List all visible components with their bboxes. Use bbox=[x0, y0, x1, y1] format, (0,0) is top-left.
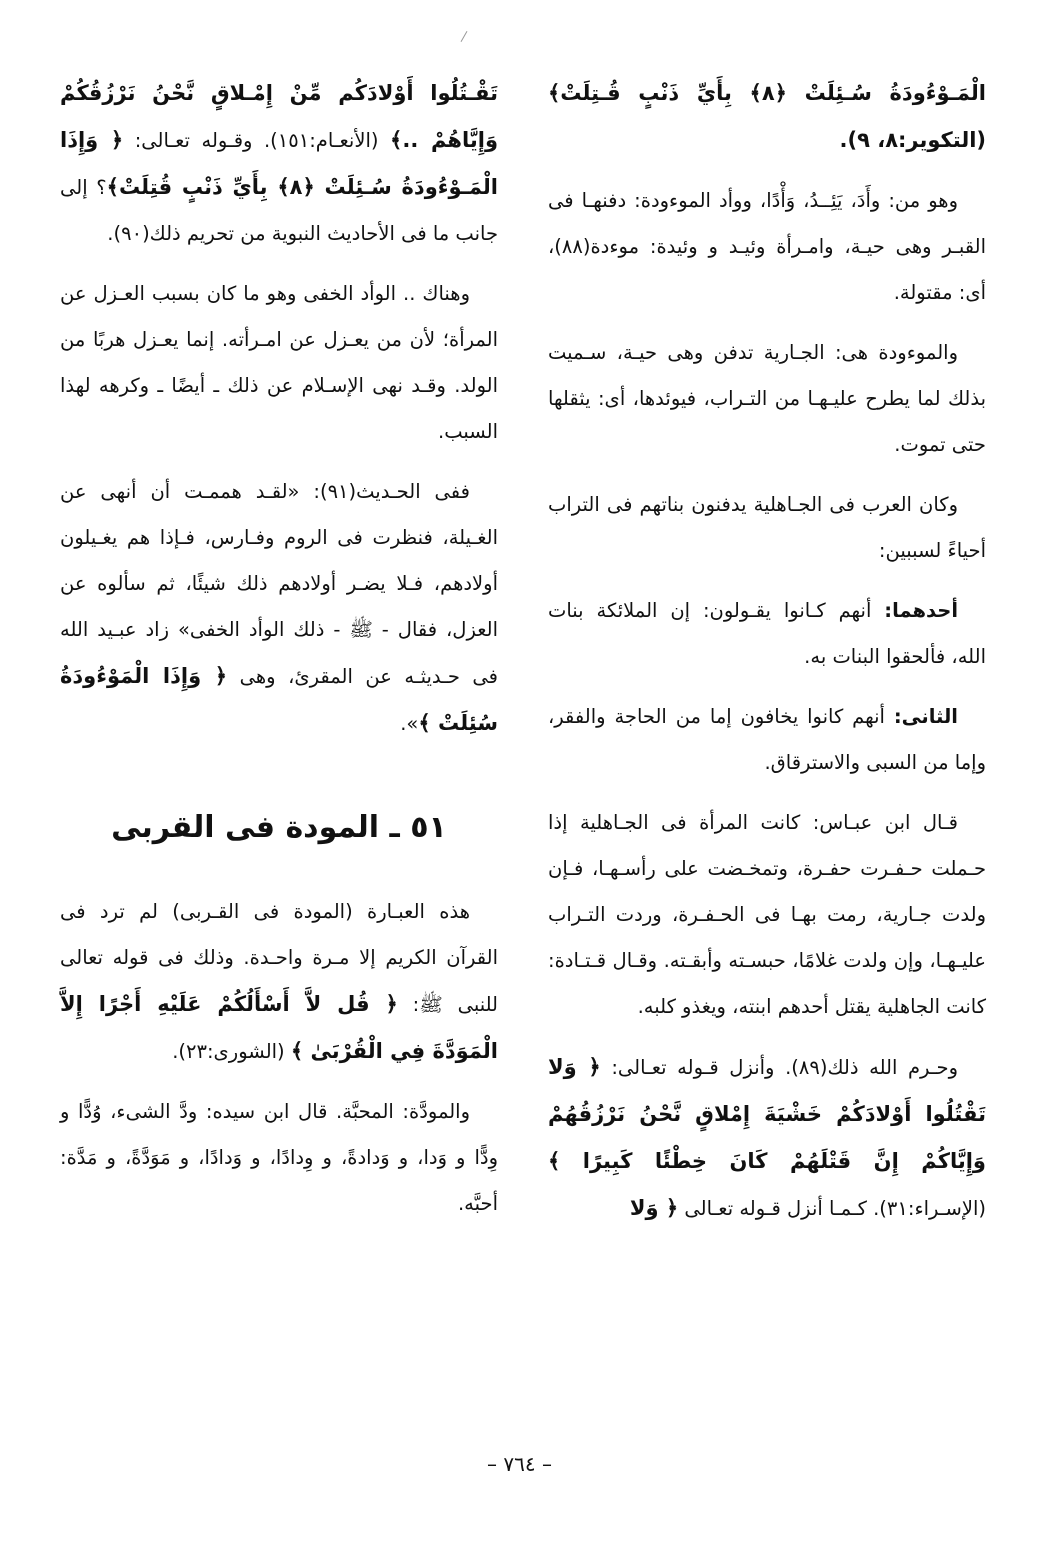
paragraph-text: (الأنعـام:١٥١). وقـوله تعـالى: bbox=[123, 129, 391, 152]
quran-verse: ﴿ وَإِذَا الْمَوْءُودَةُ سُئِلَتْ ﴾ bbox=[60, 664, 498, 735]
quran-verse: ﴿ وَلا bbox=[629, 1196, 679, 1220]
paragraph-text: أنهم كـانوا يقـولون: إن الملائكة بنات الله، فألحقوا البنات به. bbox=[548, 599, 986, 668]
pen-mark bbox=[461, 31, 468, 42]
paragraph: قـال ابن عبـاس: كانت المرأة فى الجـاهلية إذا حـملت حـفـرت حفـرة، وتمخـضت على رأسـهـا، فـإن ولدت جـارية، رمت بهـا فى الحـفـرة، وردت التـراب عليـهـا، وإن ولدت غلامًا، حبسـته وأبقـته. وقـال قـتـادة: كانت الجاهلية يقتل أحدهم ابنته، ويغذو كلبه. bbox=[548, 811, 986, 1018]
paragraph-text: ». bbox=[400, 712, 419, 735]
paragraph: وكان العرب فى الجـاهلية يدفنون بناتهم فى التراب أحياءً لسببين: bbox=[548, 493, 986, 562]
paragraph bbox=[548, 70, 986, 164]
paragraph bbox=[60, 469, 498, 747]
paragraph bbox=[548, 588, 986, 680]
paragraph bbox=[60, 70, 498, 257]
paragraph-text: (الشورى:٢٣). bbox=[172, 1040, 291, 1063]
paragraph-text: هذه العبـارة (المودة فى القـربى) لم ترد فى القرآن الكريم إلا مـرة واحـدة. وذلك فى قوله تعالى للنبى ﷺ: bbox=[60, 900, 498, 1016]
paragraph-lead: أحدهما: bbox=[884, 599, 958, 622]
paragraph: وهو من: وأَدَ، يَئِــدُ، وَأْدًا، ووأد الموءودة: دفنهـا فى القبـر وهى حيـة، وامـرأة وئيـد و وئيدة: موءدة(٨٨)، أى: مقتولة. bbox=[548, 189, 986, 304]
paragraph-text: وحـرم الله ذلك(٨٩). وأنزل قـوله تعـالى: bbox=[600, 1056, 959, 1079]
paragraph bbox=[548, 694, 986, 786]
right-column bbox=[548, 70, 986, 1232]
quran-verse: ﴿ قُل لاَّ أَسْأَلُكُمْ عَلَيْهِ أَجْرًا إِلاَّ الْمَوَدَّةَ فِي الْقُرْبَىٰ ﴾ bbox=[60, 992, 498, 1063]
quran-verse: ﴿ وَإِذَا الْمَـوْءُودَةُ سُـئِلَتْ ﴿٨﴾ بِأَيِّ ذَنْبٍ قُتِلَتْ﴾ bbox=[60, 128, 498, 199]
page-number: – ٧٦٤ – bbox=[487, 1452, 552, 1476]
left-column bbox=[60, 70, 498, 1227]
quran-verse: ﴿ وَلا تَقْتُلُوا أَوْلادَكُمْ خَشْيَةَ إِمْلاقٍ نَّحْنُ نَرْزُقُهُمْ وَإِيَّاكُمْ إِنَّ قَتْلَهُمْ كَانَ خِطْئًا كَبِيرًا ﴾ bbox=[548, 1055, 986, 1173]
paragraph bbox=[60, 889, 498, 1075]
paragraph-text: (الإسـراء:٣١). كـمـا أنزل قـوله تعـالى bbox=[678, 1197, 986, 1220]
paragraph-text: أنهم كانوا يخافون إما من الحاجة والفقر، وإما من السبى والاسترقاق. bbox=[548, 705, 986, 774]
paragraph-lead: الثانى: bbox=[893, 705, 958, 728]
paragraph-text: ففى الحـديث(٩١): «لقـد هممـت أن أنهى عن الغـيلة، فنظرت فى الروم وفـارس، فـإذا هم يغـيلون أولادهم، فـلا يضـر أولادهم ذلك شيئًا، ثم سألوه عن العزل، فقال - ﷺ - ذلك الوأد الخفى» زاد عبـيد الله فى حـديثـه عن المقرئ، وهى bbox=[60, 480, 498, 688]
paragraph: والمودَّة: المحبَّة. قال ابن سيده: ودَّ الشىء، وُدًّا و وِدًّا و وَدا، و وَدادةً، و وِدادًا، و وَدادًا، و مَوَدَّةً، و مَدَّة: أحبَّه. bbox=[60, 1100, 498, 1215]
paragraph bbox=[548, 1044, 986, 1232]
paragraph-text: ؟ إلى جانب ما فى الأحاديث النبوية من تحريم ذلك(٩٠). bbox=[60, 176, 498, 245]
paragraph: والموءودة هى: الجـارية تدفن وهى حيـة، سـميت بذلك لما يطرح عليـهـا من التـراب، فيوئدها، أى: يثقلها حتى تموت. bbox=[548, 341, 986, 456]
section-heading: ٥١ ـ المودة فى القربى bbox=[111, 810, 447, 845]
quran-verse: تَقْـتُلُوا أَوْلادَكُم مِّنْ إِمْـلاقٍ نَّحْنُ نَرْزُقُكُمْ وَإِيَّاهُمْ ..﴾ bbox=[60, 81, 499, 152]
quran-verse: الْمَـوْءُودَةُ سُـئِلَتْ ﴿٨﴾ بِأَيِّ ذَنْبٍ قُـتِلَتْ﴾ (التكوير:٨، ٩). bbox=[548, 81, 986, 152]
paragraph: وهناك .. الوأد الخفى وهو ما كان بسبب العـزل عن المرأة؛ لأن من يعـزل عن امـرأته. إنما يعـزل هربًا من الولد. وقـد نهى الإسـلام عن ذلك ـ أيضًا ـ وكرهه لهذا السبب. bbox=[60, 282, 498, 443]
